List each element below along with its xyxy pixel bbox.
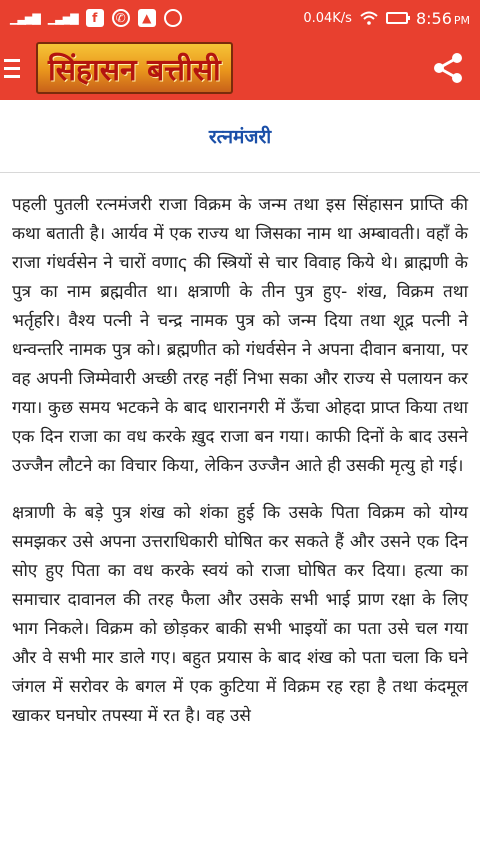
battery-icon: [386, 12, 408, 24]
gallery-icon: ▲: [138, 9, 156, 27]
story-paragraph-1: पहली पुतली रत्नमंजरी राजा विक्रम के जन्म तथा इस सिंहासन प्राप्ति की कथा बताती है। आर्यव में एक राज्य था जिसका नाम था अम्बावती। वहाँ के राजा गंधर्वसेन ने चारों वणाҁ की स्त्रियों से चार विवाह किये थे। ब्राह्मणी के पुत्र का नाम ब्रह्मवीत था। क्षत्राणी के तीन पुत्र हुए- शंख, विक्रम तथा भर्तृहरि। वैश्य पत्नी ने चन्द्र नामक पुत्र को जन्म दिया तथा शूद्र पत्नी ने धन्वन्तरि नामक पुत्र को। ब्रह्मणीत को गंधर्वसेन ने अपना दीवान बनाया, पर वह अपनी जिम्मेवारी अच्छी तरह नहीं निभा सका और राज्य से पलायन कर गया। कुछ समय भटकने के बाद धारानगरी में ऊँचा ओहदा प्राप्त किया तथा एक दिन राजा का वध करके ख़ुद राजा बन गया। काफी दिनों के बाद उसने उज्जैन लौटने का विचार किया, लेकिन उज्जैन आते ही उसकी मृत्यु हो गई।: [12, 195, 468, 476]
app-logo: [36, 42, 233, 94]
clock-time: 8:56: [415, 8, 452, 28]
sim2-signal-icon: ▁▃▅▇: [47, 11, 78, 25]
facebook-icon: f: [86, 9, 104, 27]
sync-icon: [164, 9, 182, 27]
page-title: रत्नमंजरी: [208, 126, 272, 148]
app-bar: [0, 36, 480, 100]
app-logo-text: सिंहासन बत्तीसी: [48, 52, 221, 88]
menu-icon[interactable]: [0, 36, 36, 100]
wifi-icon: [360, 11, 378, 25]
status-bar-right: [303, 9, 470, 28]
status-bar-left: [10, 9, 182, 27]
share-icon[interactable]: [430, 50, 466, 86]
sim1-signal-icon: ▁▃▅▇: [10, 11, 40, 25]
network-speed: 0.04K/s: [303, 10, 352, 26]
clock-ampm: PM: [453, 13, 470, 27]
clock: [416, 9, 470, 28]
story-content[interactable]: [0, 173, 480, 731]
whatsapp-icon: ✆: [112, 9, 130, 27]
title-row: [0, 100, 480, 172]
status-bar: [0, 0, 480, 36]
story-paragraph-2: क्षत्राणी के बड़े पुत्र शंख को शंका हुई कि उसके पिता विक्रम को योग्य समझकर उसे अपना उत्तराधिकारी घोषित कर सकते हैं और उसने एक दिन सोए हुए पिता का वध करके स्वयं को राजा घोषित कर दिया। हत्या का समाचार दावानल की तरह फैला और उसके सभी भाई प्राण रक्षा के लिए भाग निकले। विक्रम को छोड़कर बाकी सभी भाइयों का पता उसे चल गया और वे सभी मार डाले गए। बहुत प्रयास के बाद शंख को पता चला कि घने जंगल में सरोवर के बगल में एक कुटिया में विक्रम रह रहा है तथा कंदमूल खाकर घनघोर तपस्या में रत है। वह उसे: [12, 503, 468, 726]
